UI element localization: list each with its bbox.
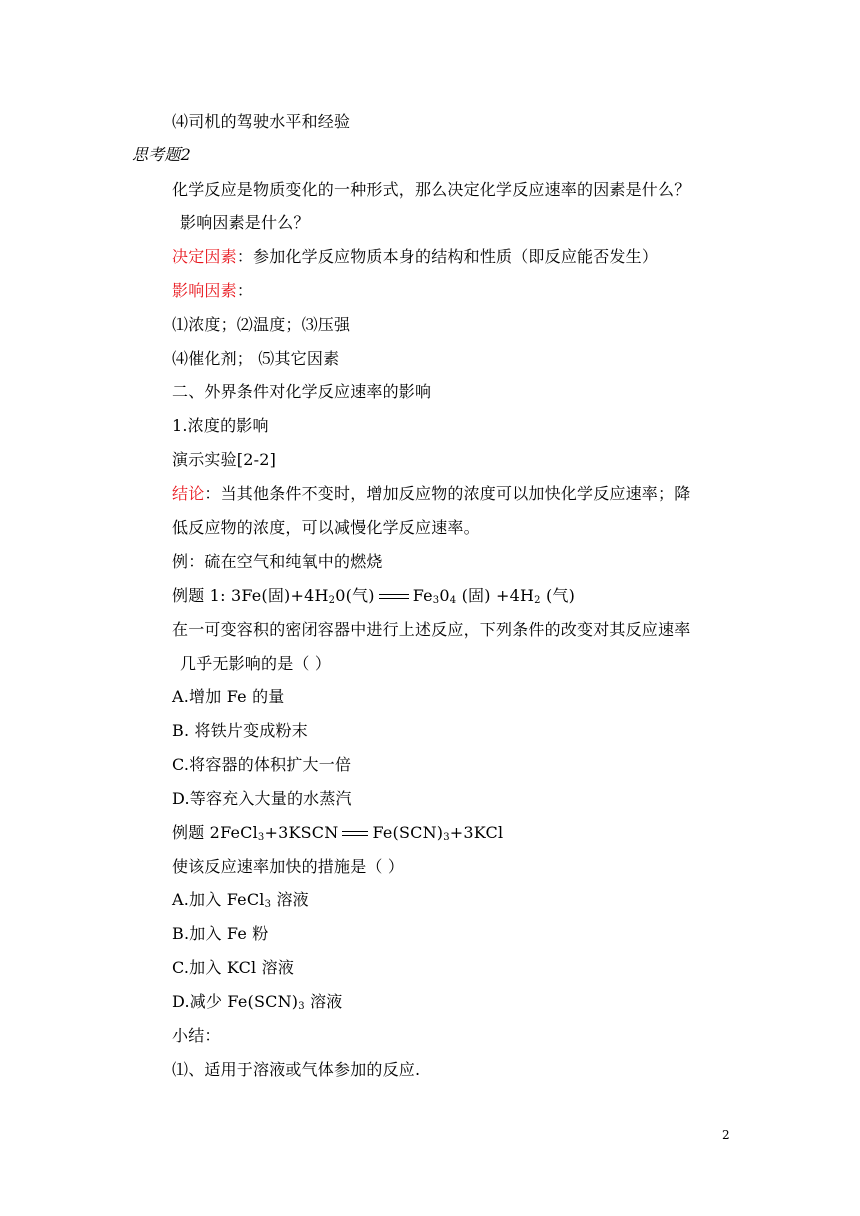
example-2-question: 使该反应速率加快的措施是（ ） [172, 857, 405, 876]
option-c: C.将容器的体积扩大一倍 [172, 755, 352, 774]
determining-factor-line [172, 247, 658, 267]
example-1-question: 在一可变容积的密闭容器中进行上述反应，下列条件的改变对其反应速率 [172, 620, 691, 639]
option-d: D.等容充入大量的水蒸汽 [172, 789, 352, 808]
demo-experiment: 演示实验[2-2] [172, 450, 277, 469]
example-1-equation: 例题 1: 3Fe(固)$+4H_20$(气) $Fe_30_4$ (固) $+4H_2$ (气) [172, 586, 576, 606]
question-text: 化学反应是物质变化的一种形式，那么决定化学反应速率的因素是什么？ [172, 180, 691, 199]
summary-item-1: ⑴、适用于溶液或气体参加的反应. [172, 1060, 421, 1079]
page-number: 2 [722, 1128, 730, 1142]
option-a-2: A.加入 FeCl$_3$ 溶液 [172, 890, 309, 910]
option-d-2: D.减少 $Fe(SCN)_3$ 溶液 [172, 992, 343, 1012]
example-2-equation: 例题 2FeCl$_3$+3KSCN $Fe(SCN)_3+3KCl$ [172, 823, 504, 843]
factor-list-1: ⑴浓度；⑵温度；⑶压强 [172, 315, 351, 334]
example-1-question-cont: 几乎无影响的是（ ） [180, 654, 332, 673]
question-heading: 思考题2 [132, 145, 191, 164]
option-a: A.增加 Fe 的量 [172, 687, 285, 706]
conclusion-line [172, 484, 690, 504]
subsection-heading: 1.浓度的影响 [172, 416, 269, 435]
equilibrium-arrow-icon [340, 829, 370, 839]
conclusion-label: 结论 [172, 484, 205, 503]
summary-heading: 小结： [172, 1026, 221, 1045]
question-text-cont: 影响因素是什么？ [180, 213, 310, 232]
conclusion-text: ：当其他条件不变时，增加反应物的浓度可以加快化学反应速率；降 [204, 484, 691, 503]
option-b: B. 将铁片变成粉末 [172, 721, 308, 740]
influencing-factor-colon: ： [236, 281, 254, 300]
equilibrium-arrow-icon [377, 592, 411, 602]
option-c-2: C.加入 KCl 溶液 [172, 958, 295, 977]
determining-factor-label: 决定因素 [172, 247, 237, 266]
influencing-factor-line [172, 281, 253, 301]
option-b-2: B.加入 Fe 粉 [172, 924, 269, 943]
conclusion-text-cont: 低反应物的浓度，可以减慢化学反应速率。 [172, 518, 480, 537]
text-line-driver-skill: ⑷司机的驾驶水平和经验 [172, 112, 351, 131]
influencing-factor-label: 影响因素 [172, 281, 237, 300]
example-sulfur: 例：硫在空气和纯氧中的燃烧 [172, 552, 383, 571]
section-heading: 二、外界条件对化学反应速率的影响 [172, 382, 432, 401]
factor-list-2: ⑷催化剂； ⑸其它因素 [172, 349, 340, 368]
determining-factor-text: ：参加化学反应物质本身的结构和性质（即反应能否发生） [236, 247, 659, 266]
